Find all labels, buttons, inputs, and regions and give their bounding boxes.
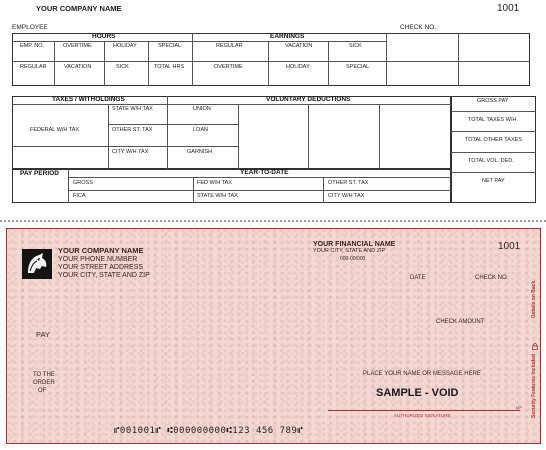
hours-total: TOTAL HRS	[154, 64, 185, 70]
routing-fraction: 000-00/000	[340, 256, 366, 262]
tax-federal-wh: FEDERAL W/H TAX	[30, 127, 80, 133]
check-no-label-check: CHECK NO.	[475, 275, 509, 281]
summary-grid	[451, 96, 536, 203]
earnings-holiday: HOLIDAY	[286, 64, 310, 70]
check-number: 1001	[498, 241, 521, 252]
stub-check-number: 1001	[497, 3, 520, 14]
vol-loan: LOAN	[193, 127, 208, 133]
authorized-signature-label: AUTHORIZED SIGNATURE	[394, 413, 451, 418]
earnings-special: SPECIAL	[346, 64, 370, 70]
earnings-title: EARNINGS	[270, 33, 305, 40]
signature-line	[328, 410, 520, 411]
earnings-overtime: OVERTIME	[214, 64, 243, 70]
pay-label: PAY	[36, 330, 50, 339]
bank-name: YOUR FINANCIAL NAME	[313, 241, 396, 248]
net-pay-label: NET PAY	[482, 178, 505, 184]
details-on-back-side: Details on Back.	[531, 279, 537, 318]
taxes-title: TAXES / WITHOLDINGS	[52, 96, 125, 103]
tax-other-st: OTHER ST. TAX	[112, 127, 153, 133]
earnings-regular: REGULAR	[216, 43, 243, 49]
order-line-1: TO THE	[33, 372, 55, 378]
employee-label: EMPLOYEE	[12, 24, 48, 31]
gross-pay-label: GROSS PAY	[477, 98, 509, 104]
hours-emp-no: EMP. NO.	[20, 43, 45, 49]
ytd-fica: FICA	[73, 193, 86, 199]
check-no-label: CHECK NO.	[400, 24, 437, 31]
hours-special: SPECIAL	[158, 43, 182, 49]
total-taxes-label: TOTAL TAXES W/H	[468, 117, 517, 123]
check-company-phone: YOUR PHONE NUMBER	[58, 256, 138, 263]
hours-regular: REGULAR	[20, 64, 47, 70]
total-other-taxes-label: TOTAL OTHER TAXES	[465, 137, 522, 143]
hours-title: HOURS	[92, 33, 116, 40]
ytd-state-wh: STATE W/H TAX	[197, 193, 238, 199]
vol-garnish: GARNISH	[187, 149, 213, 155]
order-line-2: ORDER	[33, 380, 55, 386]
pay-period-label: PAY PERIOD	[20, 170, 59, 177]
voluntary-title: VOLUNTARY DEDUCTIONS	[266, 96, 351, 103]
message-line: PLACE YOUR NAME OR MESSAGE HERE	[363, 371, 481, 377]
company-logo	[22, 249, 52, 279]
perforation-line	[0, 220, 546, 222]
ytd-other-st: OTHER ST. TAX	[328, 180, 369, 186]
check-company-address: YOUR STREET ADDRESS	[58, 264, 144, 271]
hours-sick: SICK	[116, 64, 129, 70]
check-company-name: YOUR COMPANY NAME	[58, 246, 144, 255]
ytd-gross: GROSS	[73, 180, 93, 186]
ytd-city-wh: CITY W/H TAX	[328, 193, 365, 199]
vol-union: UNION	[193, 106, 211, 112]
micr-line: ⑈001001⑈ ⑆000000000⑆123 456 789⑈	[114, 426, 304, 436]
total-vol-ded-label: TOTAL VOL. DED.	[468, 158, 514, 164]
ytd-title: YEAR-TO-DATE	[240, 169, 289, 176]
order-line-3: OF	[38, 388, 47, 394]
bank-city: YOUR CITY, STATE AND ZIP	[313, 248, 386, 254]
earnings-vacation: VACATION	[285, 43, 313, 49]
mp-mark: MP	[516, 405, 522, 410]
check-amount-label: CHECK AMOUNT	[436, 319, 485, 325]
tax-state-wh: STATE W/H TAX	[112, 106, 153, 112]
check-company-city: YOUR CITY, STATE AND ZIP	[58, 272, 150, 279]
security-features-text: Security Features Included	[531, 354, 537, 418]
date-label: DATE	[410, 275, 426, 281]
void-stamp: SAMPLE - VOID	[376, 387, 459, 399]
hours-vacation: VACATION	[64, 64, 92, 70]
earnings-sick: SICK	[349, 43, 362, 49]
ytd-fed-wh: FED W/H TAX	[197, 180, 232, 186]
stub-company-name: YOUR COMPANY NAME	[36, 4, 122, 13]
tax-city-wh: CITY W/H TAX	[112, 149, 149, 155]
hours-overtime: OVERTIME	[63, 43, 92, 49]
padlock-icon	[532, 337, 538, 344]
hours-holiday: HOLIDAY	[113, 43, 137, 49]
